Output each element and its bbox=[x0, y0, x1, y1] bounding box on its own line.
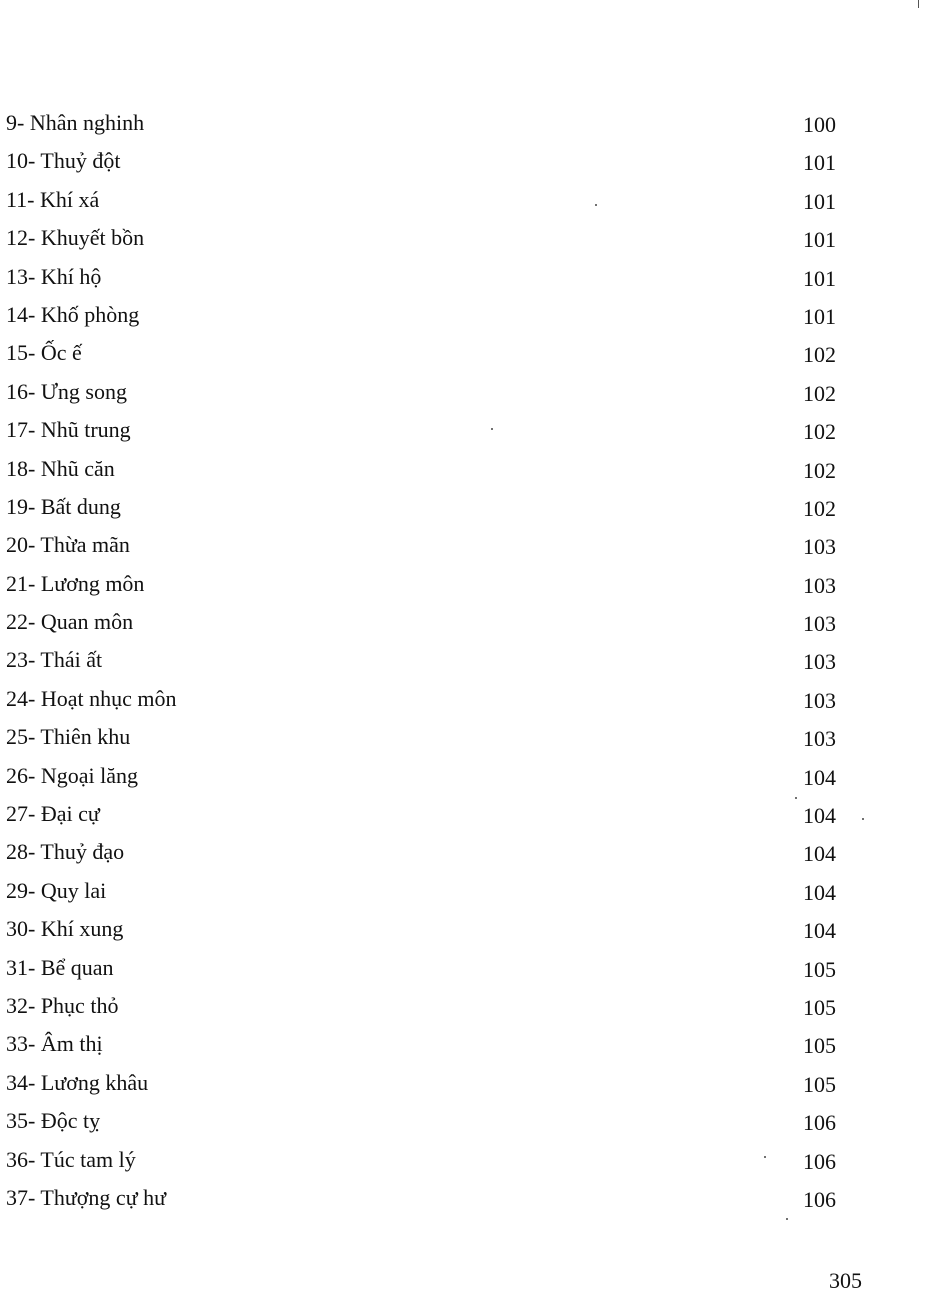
toc-entry-title: 11- Khí xá bbox=[6, 186, 100, 212]
toc-entry-page: 100 bbox=[803, 112, 836, 137]
toc-entry bbox=[0, 1179, 925, 1217]
toc-entry-page: 102 bbox=[803, 380, 836, 406]
toc-entry-page: 103 bbox=[803, 649, 836, 675]
toc-entry-title: 30- Khí xung bbox=[6, 916, 124, 942]
toc-entry-page: 103 bbox=[803, 534, 836, 560]
toc-entry-title: 29- Quy lai bbox=[6, 877, 107, 903]
toc-entry-title: 35- Độc tỵ bbox=[6, 1108, 101, 1134]
toc-entry-page: 103 bbox=[803, 726, 836, 752]
toc-entry-page: 106 bbox=[803, 1110, 836, 1136]
toc-entry bbox=[0, 603, 925, 641]
scan-speck bbox=[795, 797, 797, 799]
toc-entry bbox=[0, 1064, 925, 1102]
toc-entry-title: 31- Bể quan bbox=[6, 954, 114, 980]
toc-entry-title: 15- Ốc ế bbox=[6, 340, 82, 366]
toc-entry-page: 103 bbox=[803, 611, 836, 637]
scan-edge-mark bbox=[918, 0, 919, 8]
toc-entry-title: 22- Quan môn bbox=[6, 609, 134, 635]
toc-entry-page: 101 bbox=[803, 303, 836, 329]
toc-entry-page: 104 bbox=[803, 764, 836, 790]
toc-entry-title: 10- Thuỷ đột bbox=[6, 148, 121, 174]
toc-entry-title: 33- Âm thị bbox=[6, 1031, 103, 1057]
toc-entry-title: 16- Ưng song bbox=[6, 378, 127, 404]
toc-entry-page: 105 bbox=[803, 956, 836, 982]
toc-entry bbox=[0, 526, 925, 564]
toc-entry bbox=[0, 411, 925, 449]
toc-entry-title: 20- Thừa mãn bbox=[6, 532, 130, 558]
toc-entry bbox=[0, 565, 925, 603]
toc-entry bbox=[0, 680, 925, 718]
toc-entry-title: 28- Thuỷ đạo bbox=[6, 839, 125, 865]
toc-entry-title: 9- Nhân nghinh bbox=[6, 110, 145, 135]
toc-entry-title: 34- Lương khâu bbox=[6, 1069, 149, 1095]
toc-entry-title: 21- Lương môn bbox=[6, 570, 145, 596]
scan-speck bbox=[786, 1218, 788, 1220]
toc-entry bbox=[0, 833, 925, 871]
scan-speck bbox=[862, 818, 864, 820]
toc-entry bbox=[0, 181, 925, 219]
toc-entry-title: 12- Khuyết bồn bbox=[6, 225, 145, 251]
toc-entry bbox=[0, 334, 925, 372]
toc-entry-page: 105 bbox=[803, 1071, 836, 1097]
toc-entry-title: 24- Hoạt nhục môn bbox=[6, 685, 177, 711]
toc-entry-page: 106 bbox=[803, 1186, 836, 1212]
toc-entry-page: 101 bbox=[803, 150, 836, 176]
toc-entry-title: 37- Thượng cự hư bbox=[6, 1184, 167, 1210]
toc-entry-page: 102 bbox=[803, 457, 836, 483]
toc-entry bbox=[0, 910, 925, 948]
toc-entry-page: 101 bbox=[803, 265, 836, 291]
toc-entry-title: 25- Thiên khu bbox=[6, 724, 131, 750]
toc-entry bbox=[0, 373, 925, 411]
toc-entry-title: 36- Túc tam lý bbox=[6, 1146, 136, 1172]
toc-entry bbox=[0, 795, 925, 833]
toc-entry bbox=[0, 987, 925, 1025]
toc-entry-page: 104 bbox=[803, 803, 836, 829]
toc-entry bbox=[0, 641, 925, 679]
toc-entry-title: 23- Thái ất bbox=[6, 647, 103, 673]
page-number: 305 bbox=[829, 1268, 862, 1293]
toc-entry bbox=[0, 450, 925, 488]
toc-entry-page: 106 bbox=[803, 1148, 836, 1174]
scan-speck bbox=[764, 1156, 766, 1158]
toc-entry-page: 105 bbox=[803, 1033, 836, 1059]
toc-entry bbox=[0, 1102, 925, 1140]
toc-entry-page: 102 bbox=[803, 342, 836, 368]
toc-entry-title: 32- Phục thỏ bbox=[6, 992, 119, 1018]
toc-entry bbox=[0, 142, 925, 180]
toc-entry-page: 102 bbox=[803, 419, 836, 445]
toc-entry bbox=[0, 488, 925, 526]
toc-entry bbox=[0, 296, 925, 334]
toc-entry-title: 19- Bất dung bbox=[6, 493, 121, 519]
toc-entry bbox=[0, 1025, 925, 1063]
toc-entry-page: 104 bbox=[803, 879, 836, 905]
toc-entry bbox=[0, 718, 925, 756]
toc-entry-title: 17- Nhũ trung bbox=[6, 417, 131, 443]
toc-entry bbox=[0, 258, 925, 296]
toc-entry-page: 101 bbox=[803, 227, 836, 253]
scan-speck bbox=[491, 428, 493, 430]
toc-entry bbox=[0, 1141, 925, 1179]
toc-entry-page: 102 bbox=[803, 495, 836, 521]
toc-entry-title: 27- Đại cự bbox=[6, 801, 100, 827]
toc-entry-title: 14- Khố phòng bbox=[6, 301, 140, 327]
toc-entry-title: 18- Nhũ căn bbox=[6, 455, 115, 481]
toc-entry bbox=[0, 219, 925, 257]
toc-entry bbox=[0, 757, 925, 795]
toc-entry-page: 105 bbox=[803, 994, 836, 1020]
toc-entry bbox=[0, 872, 925, 910]
toc-entry-page: 103 bbox=[803, 572, 836, 598]
table-of-contents bbox=[0, 104, 925, 1217]
toc-entry-page: 103 bbox=[803, 687, 836, 713]
toc-entry-page: 101 bbox=[803, 188, 836, 214]
toc-entry-page: 104 bbox=[803, 918, 836, 944]
toc-entry-title: 26- Ngoại lăng bbox=[6, 762, 138, 788]
scan-speck bbox=[595, 204, 597, 206]
toc-entry-page: 104 bbox=[803, 841, 836, 867]
toc-entry bbox=[0, 949, 925, 987]
toc-entry bbox=[0, 104, 925, 142]
toc-entry-title: 13- Khí hộ bbox=[6, 263, 102, 289]
